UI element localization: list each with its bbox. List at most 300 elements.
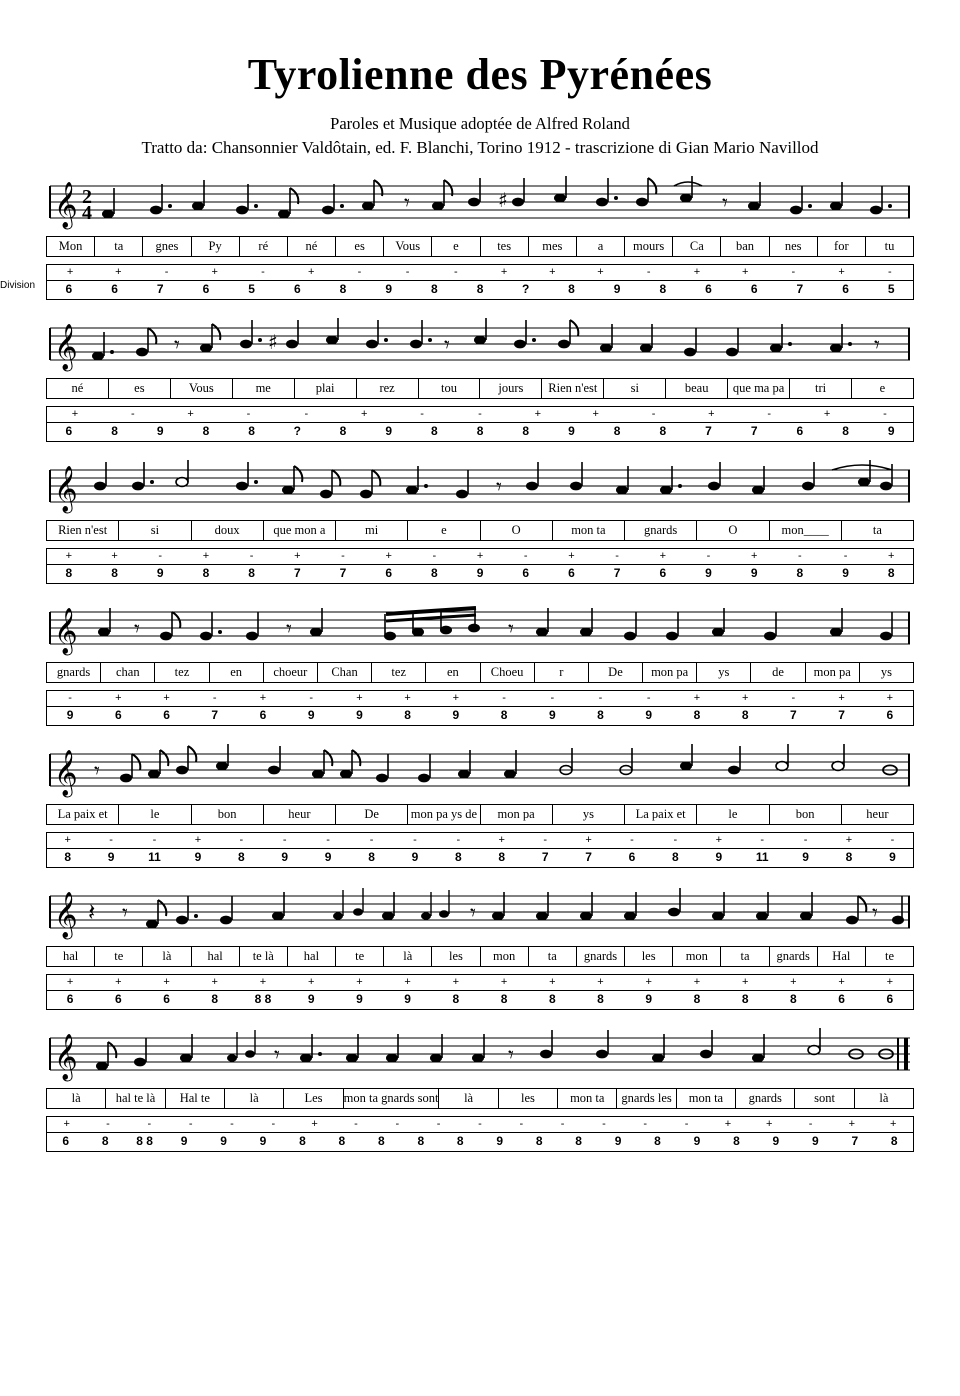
tab-numbers-row (46, 706, 914, 725)
lyric-syllable: choeur (264, 663, 318, 682)
tab-number: 8 (654, 1134, 661, 1149)
tab-number: 6 (796, 424, 804, 439)
staff-3 (46, 456, 914, 518)
lyric-syllable: La paix et (47, 805, 119, 824)
tab-sign: - (326, 834, 330, 847)
svg-text:♯: ♯ (498, 188, 508, 213)
page-title: Tyrolienne des Pyrénées (247, 50, 713, 99)
tab-number: 6 (65, 424, 73, 439)
tab-number: 5 (887, 282, 895, 297)
tab-sign: - (152, 834, 157, 847)
tab-number: 9 (842, 566, 849, 581)
lyric-syllable: O (697, 521, 769, 540)
lyric-row-2 (46, 378, 914, 399)
tab-sign: + (500, 266, 508, 279)
tab-sign: - (478, 408, 482, 421)
tab-sign: - (341, 550, 345, 563)
lyric-syllable: O (481, 521, 553, 540)
tab-sign: - (357, 266, 362, 279)
tab-block-4 (46, 690, 914, 726)
tab-number: 8 (338, 1134, 346, 1149)
tab-sign: - (212, 692, 217, 705)
tab-sign: + (307, 976, 315, 989)
tab-number: 7 (613, 566, 621, 581)
tab-sign: - (106, 1118, 110, 1131)
tab-numbers-row (46, 848, 914, 867)
sheet-music-page (0, 52, 960, 1396)
svg-text:𝄾: 𝄾 (872, 901, 878, 927)
lyric-syllable: mes (529, 237, 577, 256)
tab-right-barline (913, 407, 914, 441)
svg-text:𝄾: 𝄾 (722, 191, 728, 217)
lyric-syllable: es (109, 379, 171, 398)
tab-number: 8 (796, 566, 804, 581)
tab-number: 9 (356, 992, 363, 1007)
tab-sign: + (115, 692, 122, 705)
svg-text:𝄾: 𝄾 (404, 191, 410, 217)
tab-sign: + (741, 692, 749, 705)
svg-text:♯: ♯ (268, 330, 278, 355)
tab-number: 8 (202, 566, 210, 581)
lyric-syllable: ta (721, 947, 769, 966)
tab-sign: - (188, 1118, 193, 1131)
staff-5 (46, 740, 914, 802)
lyric-syllable: ta (95, 237, 143, 256)
lyric-syllable: tez (155, 663, 209, 682)
tab-sign: - (560, 1118, 565, 1131)
tab-sign: + (693, 976, 701, 989)
tab-sign: - (760, 834, 765, 847)
lyric-syllable: De (589, 663, 643, 682)
svg-text:𝄾: 𝄾 (274, 1043, 280, 1069)
lyric-syllable: là (439, 1089, 498, 1108)
tab-sign: + (715, 834, 723, 847)
tab-number: 5 (248, 282, 255, 297)
music-system-5 (46, 740, 914, 868)
lyric-syllable: Py (192, 237, 240, 256)
tab-sign: + (307, 266, 315, 279)
lyric-syllable: que mon a (264, 521, 336, 540)
tab-sign: - (646, 692, 651, 705)
tab-block-5 (46, 832, 914, 868)
tab-number: 6 (659, 566, 667, 581)
tab-sign: + (724, 1118, 732, 1131)
lyric-syllable: hal (47, 947, 95, 966)
tab-sign: + (498, 834, 505, 847)
tab-right-barline (913, 833, 914, 867)
tab-number: 9 (281, 850, 289, 865)
lyric-syllable: mon ta (558, 1089, 617, 1108)
tab-number: 8 (597, 992, 604, 1007)
tab-sign: + (311, 1118, 318, 1131)
tab-number: 8 (498, 850, 506, 865)
tab-number: 6 (293, 282, 301, 297)
lyric-syllable: mon____ (770, 521, 842, 540)
treble-clef: 𝄞 (54, 1034, 78, 1081)
lyric-syllable: mon (481, 947, 529, 966)
tab-number: 9 (772, 1134, 780, 1149)
tab-signs-row (46, 975, 914, 990)
tab-number: 8 (500, 708, 508, 723)
tab-numbers-row (46, 280, 914, 299)
lyric-syllable: Les (284, 1089, 343, 1108)
tab-sign: - (478, 1118, 482, 1131)
tab-number: 8 (613, 424, 621, 439)
tab-left-barline (46, 265, 47, 299)
lyric-syllable: r (535, 663, 589, 682)
tab-sign: + (404, 976, 411, 989)
tab-sign: + (693, 692, 701, 705)
lyric-syllable: né (47, 379, 109, 398)
division-label: Division (0, 280, 36, 292)
lyric-syllable: en (426, 663, 480, 682)
lyric-row-7 (46, 1088, 914, 1109)
tab-number: 6 (522, 566, 530, 581)
tab-number: 8 (535, 1134, 543, 1149)
tab-left-barline (46, 1117, 47, 1151)
tab-left-barline (46, 407, 47, 441)
lyric-syllable: heur (866, 807, 889, 822)
lyric-syllable: for (818, 237, 866, 256)
tab-sign: - (615, 550, 619, 563)
staff-6 (46, 882, 914, 944)
tab-sign: + (259, 976, 267, 989)
tab-sign: - (843, 550, 848, 563)
tab-block-2 (46, 406, 914, 442)
tab-sign: + (534, 408, 542, 421)
tab-sign: - (803, 834, 808, 847)
tab-sign: + (741, 266, 749, 279)
lyric-row-5 (46, 804, 914, 825)
treble-clef: 𝄞 (54, 608, 78, 655)
tab-sign: - (454, 266, 458, 279)
tab-number: 9 (568, 424, 575, 439)
tab-number: 9 (307, 992, 315, 1007)
lyric-syllable: sont (795, 1089, 854, 1108)
tab-sign: - (630, 834, 634, 847)
tab-sign: + (115, 266, 122, 279)
tab-number: 8 (890, 1134, 898, 1149)
tab-sign: - (523, 550, 528, 563)
tab-sign: + (187, 408, 194, 421)
tab-sign: + (592, 408, 599, 421)
svg-text:𝄽: 𝄽 (88, 898, 96, 927)
tab-signs-row (46, 407, 914, 422)
tab-sign: - (354, 1118, 358, 1131)
tab-sign: - (673, 834, 678, 847)
lyric-syllable: mon pa (806, 663, 860, 682)
tab-number: 8 (101, 1134, 109, 1149)
lyric-syllable: Chan (318, 663, 372, 682)
tab-sign: + (64, 834, 71, 847)
lyric-syllable: le (119, 805, 191, 824)
tab-sign: + (115, 976, 122, 989)
tab-block-3 (46, 548, 914, 584)
tab-number: 8 (842, 424, 849, 439)
tab-sign: - (304, 408, 309, 421)
svg-text:2: 2 (82, 186, 92, 209)
tab-sign: - (890, 834, 895, 847)
lyric-syllable: gnards (47, 663, 101, 682)
tab-number: 8 (659, 424, 667, 439)
lyric-syllable: heur (264, 805, 336, 824)
tab-sign: + (597, 976, 604, 989)
tab-sign: + (294, 550, 301, 563)
tab-number: 8 (500, 992, 508, 1007)
tab-number: 8 (248, 424, 255, 439)
lyric-syllable: ys (697, 663, 751, 682)
lyric-syllable: nes (770, 237, 818, 256)
tab-number: 9 (548, 708, 556, 723)
lyric-syllable: doux (192, 521, 264, 540)
tab-number: 6 (385, 566, 392, 581)
tab-number: 9 (613, 282, 621, 297)
tab-number: 6 (163, 992, 170, 1007)
tab-number: 7 (851, 1134, 859, 1149)
tab-number: 8 (65, 566, 73, 581)
lyric-syllable: Rien n'est (542, 379, 604, 398)
tab-right-barline (913, 265, 914, 299)
tab-numbers-row (46, 1132, 914, 1151)
lyric-syllable: Ca (673, 237, 721, 256)
tab-number: 9 (705, 566, 712, 581)
tab-number: 6 (65, 282, 73, 297)
tab-sign: + (886, 692, 894, 705)
tab-number: 9 (887, 424, 895, 439)
lyric-syllable: jours (480, 379, 542, 398)
tab-sign: + (766, 1118, 773, 1131)
tab-number: 9 (404, 992, 411, 1007)
tab-sign: + (568, 550, 575, 563)
tab-sign: - (798, 550, 802, 563)
tab-sign: + (66, 976, 74, 989)
subtitle-authors: Paroles et Musique adoptée de Alfred Roland (330, 114, 630, 134)
lyric-syllable: mon (673, 947, 721, 966)
tab-sign: + (838, 266, 845, 279)
tab-number: 7 (790, 708, 797, 723)
lyric-syllable: mon pa (481, 805, 553, 824)
tab-number: 8 (299, 1134, 306, 1149)
tab-sign: - (602, 1118, 606, 1131)
tab-sign: + (585, 834, 592, 847)
tab-right-barline (913, 691, 914, 725)
tab-sign: - (147, 1118, 152, 1131)
lyric-syllable: Mon (47, 237, 95, 256)
lyric-syllable: es (336, 237, 384, 256)
tab-sign: + (693, 266, 701, 279)
tab-sign: - (436, 1118, 441, 1131)
tab-number: 11 (148, 850, 161, 865)
music-system-3 (46, 456, 914, 584)
lyric-syllable: gnards les (617, 1089, 676, 1108)
tab-number: 8 (733, 1134, 740, 1149)
tab-right-barline (913, 975, 914, 1009)
tab-number: 6 (886, 992, 894, 1007)
lyric-row-4 (46, 662, 914, 683)
tab-number: 9 (411, 850, 419, 865)
lyric-syllable: bon (770, 805, 842, 824)
staff-2 (46, 314, 914, 376)
tab-right-barline (913, 549, 914, 583)
lyric-syllable: Hal (818, 947, 866, 966)
tab-sign: + (452, 976, 460, 989)
tab-sign: + (66, 266, 74, 279)
tab-sign: + (838, 692, 845, 705)
lyric-syllable: hal (288, 947, 336, 966)
tab-number: 8 (417, 1134, 425, 1149)
tab-sign: - (883, 408, 887, 421)
tab-number: 9 (496, 1134, 504, 1149)
lyric-syllable: hal (192, 947, 240, 966)
lyric-row-1 (46, 236, 914, 257)
tab-number: 6 (114, 992, 122, 1007)
lyric-syllable: là (384, 947, 432, 966)
lyric-syllable: gnes (143, 237, 191, 256)
tab-sign: - (550, 692, 555, 705)
tab-number: 9 (452, 708, 460, 723)
tab-number: 8 (659, 282, 667, 297)
tab-number: 8 (575, 1134, 582, 1149)
tab-sign: + (385, 550, 392, 563)
tab-number: 9 (614, 1134, 622, 1149)
tab-numbers-row (46, 422, 914, 441)
tab-sign: + (194, 834, 202, 847)
svg-text:𝄾: 𝄾 (122, 901, 128, 927)
tab-number: 9 (66, 708, 74, 723)
tab-number: 8 (248, 566, 255, 581)
tab-number: 9 (693, 1134, 701, 1149)
lyric-syllable: là (47, 1089, 106, 1108)
svg-text:𝄾: 𝄾 (444, 333, 450, 359)
lyric-syllable: en (210, 663, 264, 682)
tab-number: ? (522, 282, 530, 297)
tab-number: 8 (64, 850, 72, 865)
lyric-syllable: là (225, 1089, 284, 1108)
tab-number: 9 (156, 566, 164, 581)
tab-sign: + (823, 408, 831, 421)
tab-sign: + (259, 692, 267, 705)
tab-number: 9 (476, 566, 484, 581)
tab-number: 9 (645, 708, 653, 723)
tab-number: 9 (220, 1134, 227, 1149)
tab-left-barline (46, 691, 47, 725)
tab-numbers-row (46, 990, 914, 1009)
tab-number: 6 (111, 282, 118, 297)
lyric-syllable: de (751, 663, 805, 682)
lyric-syllable: mours (625, 237, 673, 256)
tab-sign: - (684, 1118, 689, 1131)
tab-sign: - (706, 550, 711, 563)
lyric-syllable: Vous (171, 379, 233, 398)
tab-number: 9 (307, 708, 315, 723)
lyric-syllable: tes (481, 237, 529, 256)
tab-block-6 (46, 974, 914, 1010)
tab-number: 7 (293, 566, 301, 581)
lyric-syllable: e (879, 381, 886, 396)
tab-sign: - (249, 550, 254, 563)
tab-sign: + (750, 550, 758, 563)
tab-number: 6 (568, 566, 575, 581)
tab-number: 7 (750, 424, 758, 439)
tab-number: 8 (693, 708, 701, 723)
music-system-6 (46, 882, 914, 1010)
staff-7 (46, 1024, 914, 1086)
tab-sign: + (549, 266, 556, 279)
tab-number: 9 (259, 1134, 267, 1149)
lyric-syllable: le (697, 805, 769, 824)
tab-number: 8 (452, 992, 460, 1007)
tab-sign: + (645, 976, 652, 989)
tab-number: 9 (889, 850, 896, 865)
lyric-row-3 (46, 520, 914, 541)
tab-number: 8 (741, 992, 749, 1007)
svg-text:4: 4 (82, 202, 92, 225)
lyric-syllable: tou (419, 379, 481, 398)
tab-sign: + (361, 408, 368, 421)
tab-sign: - (405, 266, 410, 279)
tab-sign: + (163, 976, 170, 989)
treble-clef: 𝄞 (54, 892, 78, 939)
svg-text:𝄾: 𝄾 (174, 333, 180, 359)
tab-number: 8 (887, 566, 895, 581)
music-system-7 (46, 1024, 914, 1152)
lyric-syllable: ys (880, 665, 892, 680)
music-system-2 (46, 314, 914, 442)
lyric-syllable: ban (721, 237, 769, 256)
tab-sign: - (887, 266, 892, 279)
tab-sign: + (741, 976, 749, 989)
tab-number: 9 (715, 850, 723, 865)
tab-sign: + (63, 1118, 70, 1131)
lyric-syllable: là (143, 947, 191, 966)
tab-number: 7 (156, 282, 164, 297)
svg-text:𝄾: 𝄾 (286, 617, 292, 643)
tab-right-barline (913, 1117, 914, 1151)
tab-sign: + (476, 550, 484, 563)
tab-number: 7 (339, 566, 347, 581)
lyric-syllable: a (577, 237, 625, 256)
svg-text:𝄾: 𝄾 (134, 617, 140, 643)
lyric-syllable: Choeu (481, 663, 535, 682)
tab-number: 9 (802, 850, 809, 865)
svg-text:𝄾: 𝄾 (508, 1043, 514, 1069)
tab-number: 8 (431, 566, 438, 581)
tab-sign: + (597, 266, 604, 279)
tab-signs-row (46, 691, 914, 706)
tab-sign: - (598, 692, 603, 705)
tab-number: 8 (741, 708, 749, 723)
tab-sign: + (838, 976, 845, 989)
tab-sign: + (202, 550, 210, 563)
lyric-syllable: les (625, 947, 673, 966)
lyric-syllable: beau (666, 379, 728, 398)
tab-sign: - (246, 408, 251, 421)
lyric-syllable: tez (372, 663, 426, 682)
tab-sign: + (549, 976, 556, 989)
tab-number: 8 (339, 424, 347, 439)
tab-number: 7 (585, 850, 592, 865)
tab-sign: + (890, 1118, 897, 1131)
tab-number: 9 (356, 708, 363, 723)
tab-number: 8 (693, 992, 701, 1007)
tab-number: 8 (368, 850, 375, 865)
lyric-syllable: les (432, 947, 480, 966)
tab-sign: - (543, 834, 547, 847)
lyric-syllable: e (432, 237, 480, 256)
lyric-syllable: si (119, 521, 191, 540)
tab-sign: - (282, 834, 287, 847)
tab-sign: + (356, 976, 363, 989)
